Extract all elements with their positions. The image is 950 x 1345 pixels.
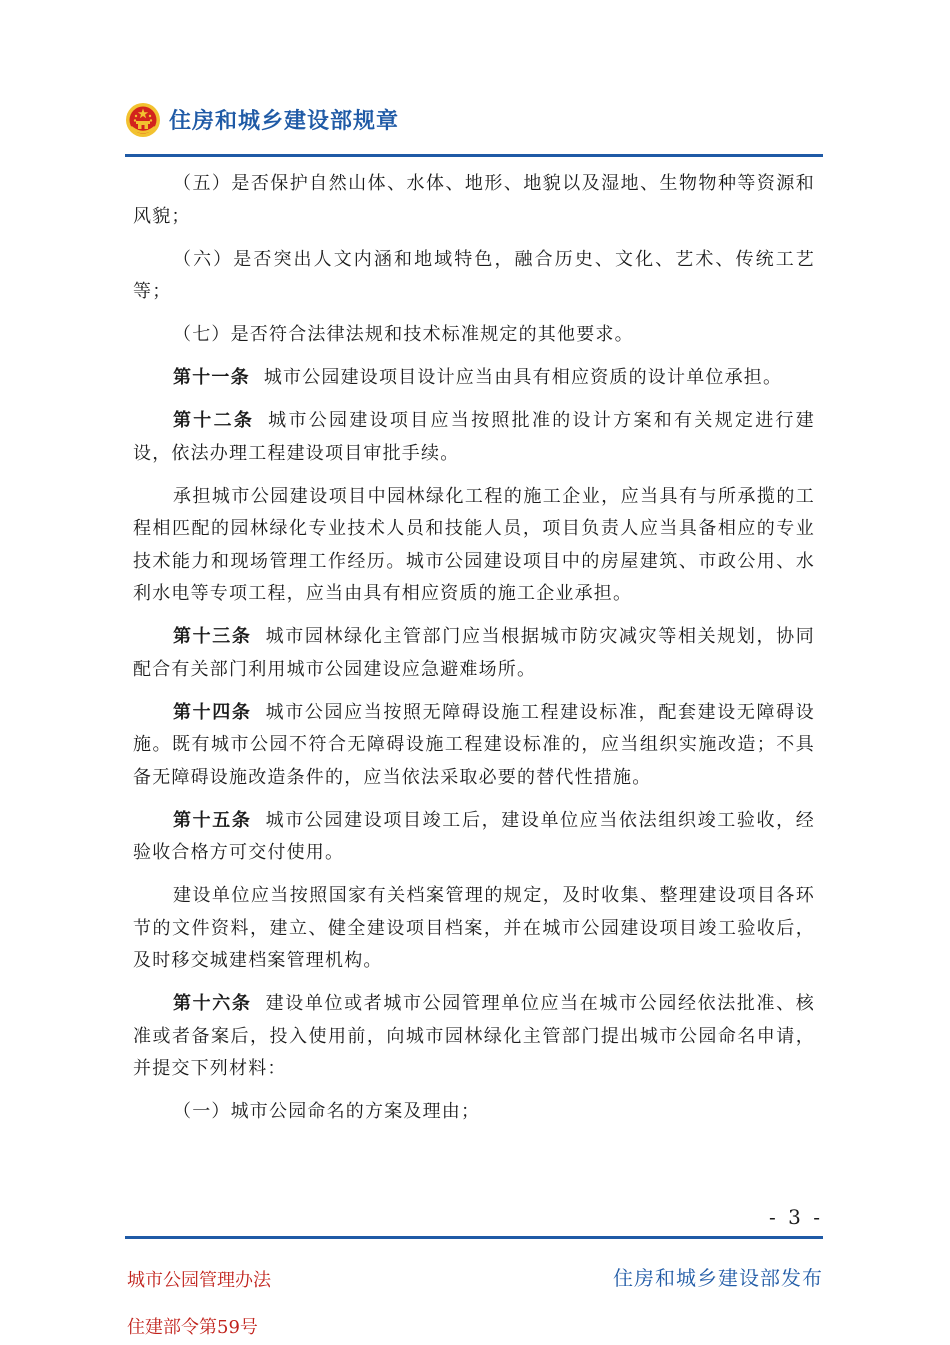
paragraph (133, 805, 815, 870)
header-title: 住房和城乡建设部规章 (169, 109, 400, 134)
paragraph-text: 城市园林绿化主管部门应当根据城市防灾减灾等相关规划，协同配合有关部门利用城市公园建设应急避难场所。 (133, 626, 815, 680)
paragraph (133, 244, 815, 309)
paragraph-text: （七）是否符合法律法规和技术标准规定的其他要求。 (173, 324, 634, 345)
paragraph (133, 362, 815, 395)
paragraph (133, 168, 815, 233)
paragraph-text: 承担城市公园建设项目中园林绿化工程的施工企业，应当具有与所承揽的工程相匹配的园林绿化专业技术人员和技能人员，项目负责人应当具备相应的专业技术能力和现场管理工作经历。城市公园建设项目中的房屋建筑、市政公用、水利水电等专项工程，应当由具有相应资质的施工企业承担。 (133, 485, 815, 604)
header-divider (125, 154, 823, 157)
paragraph-text: 城市公园建设项目设计应当由具有相应资质的设计单位承担。 (263, 367, 783, 388)
article-number: 第十一条 (173, 367, 250, 388)
article-number: 第十五条 (173, 809, 252, 831)
paragraph-text: （一）城市公园命名的方案及理由； (173, 1101, 481, 1122)
page-number: - 3 - (769, 1205, 823, 1229)
paragraph-text: （六）是否突出人文内涵和地域特色，融合历史、文化、艺术、传统工艺等； (133, 248, 815, 302)
page-header (125, 100, 823, 158)
paragraph-text: 城市公园建设项目应当按照批准的设计方案和有关规定进行建设，依法办理工程建设项目审批手续。 (133, 410, 815, 464)
paragraph (133, 880, 815, 978)
footer-publisher: 住房和城乡建设部发布 (613, 1266, 823, 1290)
article-number: 第十六条 (173, 993, 252, 1014)
paragraph (133, 405, 815, 470)
footer-document-title: 城市公园管理办法 (127, 1270, 271, 1291)
paragraph-text: 建设单位应当按照国家有关档案管理的规定，及时收集、整理建设项目各环节的文件资料，建立、健全建设项目档案，并在城市公园建设项目竣工验收后，及时移交城建档案管理机构。 (133, 885, 815, 971)
paragraph-text: 城市公园建设项目竣工后，建设单位应当依法组织竣工验收，经验收合格方可交付使用。 (133, 809, 815, 863)
paragraph (133, 481, 815, 611)
paragraph-text: （五）是否保护自然山体、水体、地形、地貌以及湿地、生物物种等资源和风貌； (133, 173, 815, 227)
paragraph-text: 建设单位或者城市公园管理单位应当在城市公园经依法批准、核准或者备案后，投入使用前，向城市园林绿化主管部门提出城市公园命名申请，并提交下列材料： (133, 993, 815, 1079)
paragraph-text: 城市公园应当按照无障碍设施工程建设标准，配套建设无障碍设施。既有城市公园不符合无障碍设施工程建设标准的，应当组织实施改造；不具备无障碍设施改造条件的，应当依法采取必要的替代性措施。 (133, 701, 815, 788)
article-number: 第十二条 (173, 410, 255, 431)
paragraph (133, 621, 815, 686)
footer-divider (125, 1236, 823, 1239)
paragraph (133, 319, 815, 352)
article-number: 第十三条 (173, 626, 252, 647)
national-emblem-icon (125, 102, 161, 138)
document-body (133, 168, 815, 1139)
article-number: 第十四条 (173, 701, 252, 723)
footer-order-number: 住建部令第59号 (127, 1317, 258, 1338)
paragraph (133, 988, 815, 1086)
paragraph (133, 697, 815, 795)
paragraph (133, 1096, 815, 1129)
